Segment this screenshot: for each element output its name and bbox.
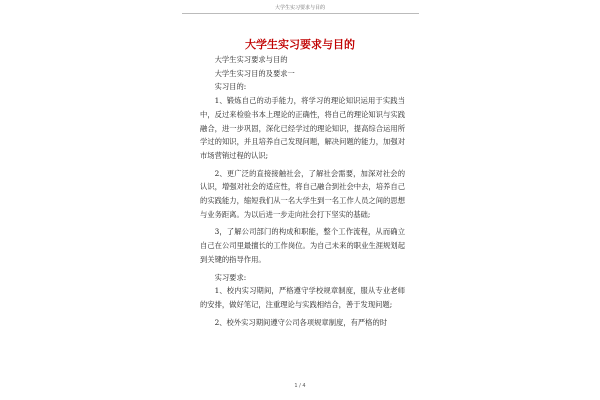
requirement-item-2: 2、校外实习期间遵守公司各项规章制度，有严格的时 [214,317,388,327]
document-title: 大学生实习要求与目的 [245,38,355,51]
purpose-item-3: 3，了解公司部门的构成和职能，整个工作流程，从而确立自己在公司里最擅长的工作岗位。为自己未来的职业生涯规划起到关键的指导作用。 [200,227,405,264]
purpose-item-1: 1、锻炼自己的动手能力，将学习的理论知识运用于实践当中，反过来检验书本上理论的正确性，将自己的理论知识与实践融合，进一步巩固，深化已经学过的理论知识，提高综合运用所学过的知识，并且培养自己发现问题，解决问题的能力，加强对市场营销过程的认识; [200,96,405,160]
running-header: 大学生实习要求与目的 [274,5,325,11]
purpose-item-2: 2、更广泛的直接接触社会，了解社会需要，加深对社会的认识，增强对社会的适应性，将自己融合到社会中去，培养自己的实践能力，缩短我们从一名大学生到一名工作人员之间的思想与业务距离。为以后进一步走向社会打下坚实的基础; [200,168,405,219]
document-body [200,53,405,329]
subtitle-line: 大学生实习要求与目的 [214,55,288,64]
section-heading-line: 大学生实习目的及要求一 [214,68,295,78]
purpose-heading: 实习目的: [214,82,247,92]
requirements-heading: 实习要求: [214,272,247,282]
header-divider [182,13,419,14]
page-number: 1 / 4 [294,383,306,389]
requirement-item-1: 1、校内实习期间，严格遵守学校规章制度，服从专业老师的安排，做好笔记，注重理论与实践相结合，善于发现问题; [200,286,405,309]
